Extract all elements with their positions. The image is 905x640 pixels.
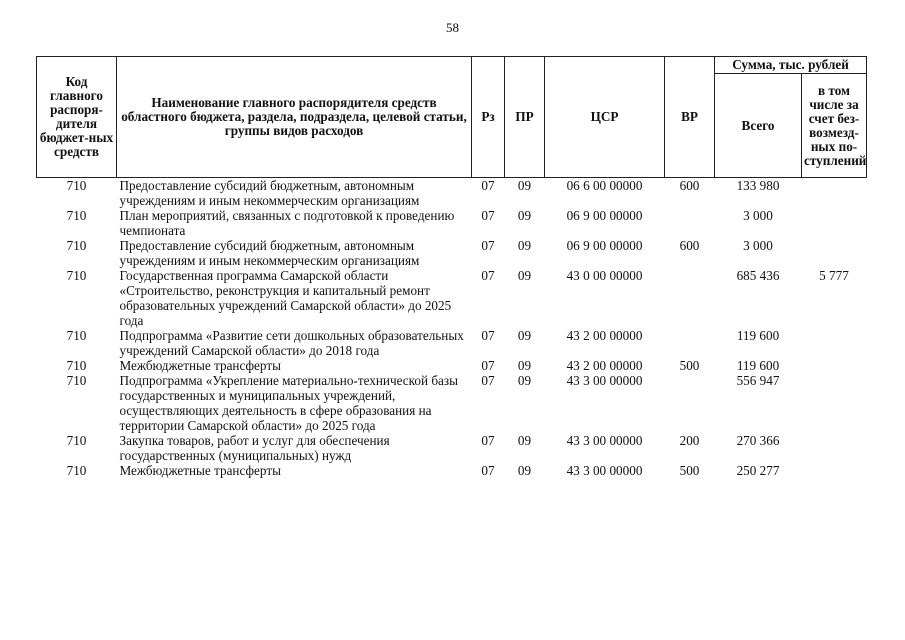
cell-free: [802, 208, 867, 238]
header-free: в том числе за счет без-возмезд-ных по-ступлений: [802, 74, 867, 178]
cell-total: 250 277: [736, 463, 780, 478]
cell-vr: [665, 268, 715, 328]
cell-pr: 09: [517, 373, 532, 388]
cell-rz: 07: [481, 373, 495, 388]
cell-csr: 43 3 00 00000: [566, 373, 643, 388]
cell-code: 710: [66, 328, 87, 343]
cell-free: 5 777: [819, 268, 849, 283]
cell-pr: 09: [517, 463, 532, 478]
cell-csr: 43 2 00 00000: [566, 328, 643, 343]
header-sum-group: Сумма, тыс. рублей: [715, 57, 867, 74]
table-row: [37, 463, 867, 478]
header-total: Всего: [715, 74, 802, 178]
table-row: [37, 208, 867, 238]
cell-code: 710: [66, 268, 87, 283]
cell-csr: 43 3 00 00000: [566, 433, 643, 448]
cell-total: 685 436: [736, 268, 780, 283]
table-row: [37, 238, 867, 268]
table-body: [37, 178, 867, 479]
cell-name: Межбюджетные трансферты: [119, 358, 281, 373]
table-row: [37, 268, 867, 328]
cell-code: 710: [66, 178, 87, 193]
budget-table: [36, 56, 867, 478]
cell-name: План мероприятий, связанных с подготовкой к проведению чемпионата: [119, 208, 455, 238]
cell-free: [802, 328, 867, 358]
cell-csr: 43 0 00 00000: [566, 268, 643, 283]
table-row: [37, 178, 867, 209]
cell-total: 556 947: [736, 373, 780, 388]
cell-code: 710: [66, 358, 87, 373]
table-row: [37, 433, 867, 463]
cell-name: Закупка товаров, работ и услуг для обеспечения государственных (муниципальных) нужд: [119, 433, 390, 463]
cell-csr: 43 2 00 00000: [566, 358, 643, 373]
header-name: Наименование главного распорядителя средств областного бюджета, раздела, подраздела, целевой статьи, группы видов расходов: [117, 57, 472, 178]
cell-free: [802, 433, 867, 463]
cell-total: 119 600: [736, 358, 780, 373]
cell-vr: 500: [679, 463, 700, 478]
cell-name: Подпрограмма «Развитие сети дошкольных образовательных учреждений Самарской области» до 2018 года: [119, 328, 464, 358]
cell-name: Межбюджетные трансферты: [119, 463, 281, 478]
cell-pr: 09: [517, 358, 532, 373]
cell-total: 119 600: [736, 328, 780, 343]
cell-code: 710: [66, 208, 87, 223]
cell-csr: 06 9 00 00000: [566, 208, 643, 223]
header-rz: Рз: [472, 57, 505, 178]
cell-name: Подпрограмма «Укрепление материально-технической базы государственных и муниципальных учреждений, осуществляющих деятельность в сфере образования на территории Самарской области» до 2025 года: [119, 373, 458, 433]
cell-free: [802, 178, 867, 209]
cell-total: 270 366: [736, 433, 780, 448]
header-csr: ЦСР: [545, 57, 665, 178]
table-header: [37, 57, 867, 178]
cell-pr: 09: [517, 268, 532, 283]
table-row: [37, 328, 867, 358]
cell-code: 710: [66, 373, 87, 388]
cell-pr: 09: [517, 208, 532, 223]
cell-pr: 09: [517, 328, 532, 343]
cell-rz: 07: [481, 328, 495, 343]
cell-rz: 07: [481, 208, 495, 223]
cell-rz: 07: [481, 178, 495, 193]
cell-vr: 600: [679, 238, 700, 253]
header-pr: ПР: [505, 57, 545, 178]
cell-name: Государственная программа Самарской области «Строительство, реконструкция и капитальный ремонт образовательных учреждений Самарской области» до 2025 года: [119, 268, 452, 328]
cell-pr: 09: [517, 238, 532, 253]
header-code: Код главного распоря-дителя бюджет-ных средств: [37, 57, 117, 178]
cell-name: Предоставление субсидий бюджетным, автономным учреждениям и иным некоммерческим организациям: [119, 238, 420, 268]
cell-pr: 09: [517, 178, 532, 193]
cell-code: 710: [66, 433, 87, 448]
cell-vr: [665, 328, 715, 358]
cell-rz: 07: [481, 463, 495, 478]
cell-name: Предоставление субсидий бюджетным, автономным учреждениям и иным некоммерческим организациям: [119, 178, 420, 208]
cell-vr: [665, 373, 715, 433]
cell-free: [802, 238, 867, 268]
cell-rz: 07: [481, 268, 495, 283]
table-row: [37, 358, 867, 373]
table-row: [37, 373, 867, 433]
cell-code: 710: [66, 463, 87, 478]
cell-free: [802, 373, 867, 433]
cell-free: [802, 463, 867, 478]
cell-total: 133 980: [736, 178, 780, 193]
cell-total: 3 000: [743, 208, 773, 223]
cell-csr: 06 6 00 00000: [566, 178, 643, 193]
cell-code: 710: [66, 238, 87, 253]
cell-vr: 600: [679, 178, 700, 193]
cell-free: [802, 358, 867, 373]
cell-rz: 07: [481, 358, 495, 373]
cell-vr: [665, 208, 715, 238]
cell-vr: 500: [679, 358, 700, 373]
cell-vr: 200: [679, 433, 700, 448]
cell-csr: 43 3 00 00000: [566, 463, 643, 478]
cell-rz: 07: [481, 433, 495, 448]
cell-total: 3 000: [743, 238, 773, 253]
cell-rz: 07: [481, 238, 495, 253]
page-number: 58: [446, 20, 459, 35]
cell-pr: 09: [517, 433, 532, 448]
cell-csr: 06 9 00 00000: [566, 238, 643, 253]
header-vr: ВР: [665, 57, 715, 178]
